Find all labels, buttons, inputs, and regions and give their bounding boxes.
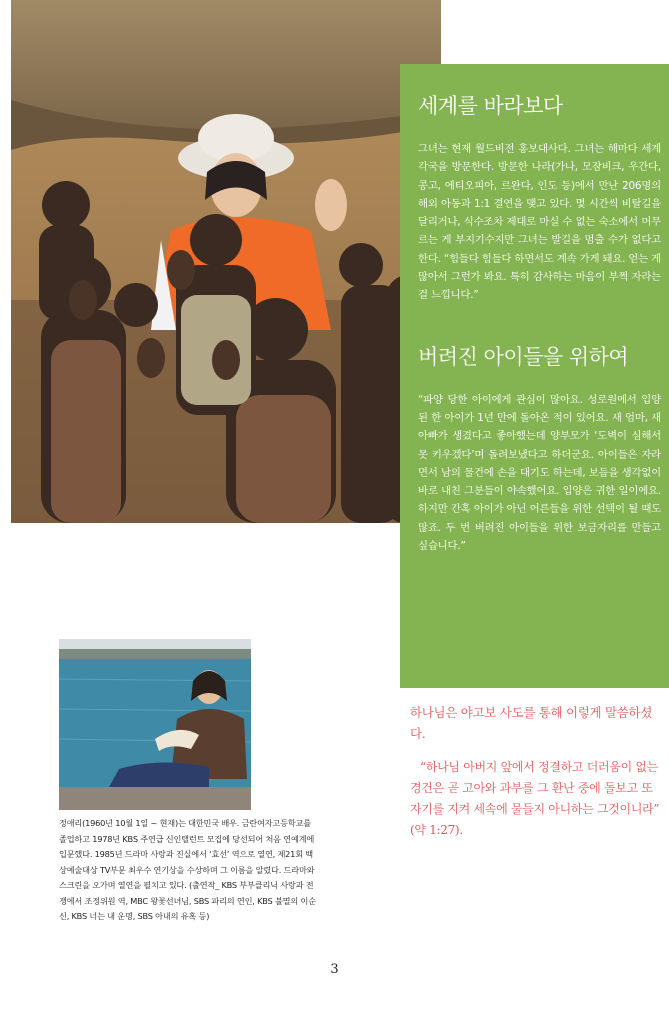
verse-quote: “하나님 아버지 앞에서 정결하고 더러움이 없는 경건은 곧 고아와 과부를 그 환난 중에 돌보고 또 자기를 지켜 세속에 물들지 아니하는 그것이니라” (약 1:27). (410, 760, 660, 837)
bible-verse-block (410, 702, 662, 841)
section-body-world: 그녀는 현재 월드비전 홍보대사다. 그녀는 해마다 세계 각국을 방문한다. 방문한 나라(가나, 모잠비크, 우간다, 콩고, 에티오피아, 르완다, 인도 등)에서 만난 206명의 해외 아동과 1:1 결연을 맺고 있다. 몇 시간씩 비탈길을 달리거나, 식수조차 제대로 마실 수 없는 숙소에서 머무르는 게 부지기수지만 그녀는 발길을 멈출 수가 없다고 한다. “힘들다 힘들다 하면서도 계속 가게 돼요. 얻는 게 많아서 그런가 봐요. 특히 감사하는 마음이 부쩍 자라는 걸 느낍니다.” (418, 143, 661, 302)
section-heading-world: 세계를 바라보다 (418, 94, 563, 118)
small-photo (59, 639, 251, 810)
verse-intro: 하나님은 야고보 사도를 통해 이렇게 말씀하셨다. (410, 705, 653, 741)
main-photo (11, 0, 441, 523)
green-text-panel (400, 64, 669, 688)
section-body-abandoned-children: “파양 당한 아이에게 관심이 많아요. 성로원에서 입양된 한 아이가 1년 만에 돌아온 적이 있어요. 새 엄마, 새 아빠가 생겼다고 좋아했는데 양부모가 ‘도벽이 심해서 못 키우겠다’며 돌려보냈다고 하더군요. 아이들은 자라면서 남의 물건에 손을 대기도 하는데, 보듬을 생각없이 바로 내친 그분들이 야속했어요. 입양은 귀한 일이에요. 하지만 간혹 아이가 아닌 어른들을 위한 선택이 될 때도 많죠. 두 번 버려진 아이들을 위한 보금자리를 만들고 싶습니다.” (418, 393, 661, 553)
photo-actress-by-water (59, 639, 251, 810)
page-number: 3 (330, 962, 339, 977)
section-heading-abandoned-children: 버려진 아이들을 위하여 (418, 344, 629, 369)
photo-volunteer-with-children (11, 0, 441, 523)
photo-caption: 정애리(1960년 10월 1일 ~ 현재)는 대한민국 배우. 금란여자고등학교를 졸업하고 1978년 KBS 주연급 신인탤런트 모집에 당선되어 처음 연예계에 입문했다. 1985년 드라마 사랑과 진실에서 ‘효선’ 역으로 열연, 제21회 백상예술대상 TV부문 최우수 연기상을 수상하며 그 이름을 알렸다. 드라마와 스크린을 오가며 열연을 펼치고 있다. (출연작_ KBS 부부클리닉 사랑과 전쟁에서 조정위원 역, MBC 왕꽃선녀님, SBS 파리의 연인, KBS 불멸의 이순신, KBS 너는 내 운명, SBS 아내의 유혹 등) (59, 818, 316, 921)
